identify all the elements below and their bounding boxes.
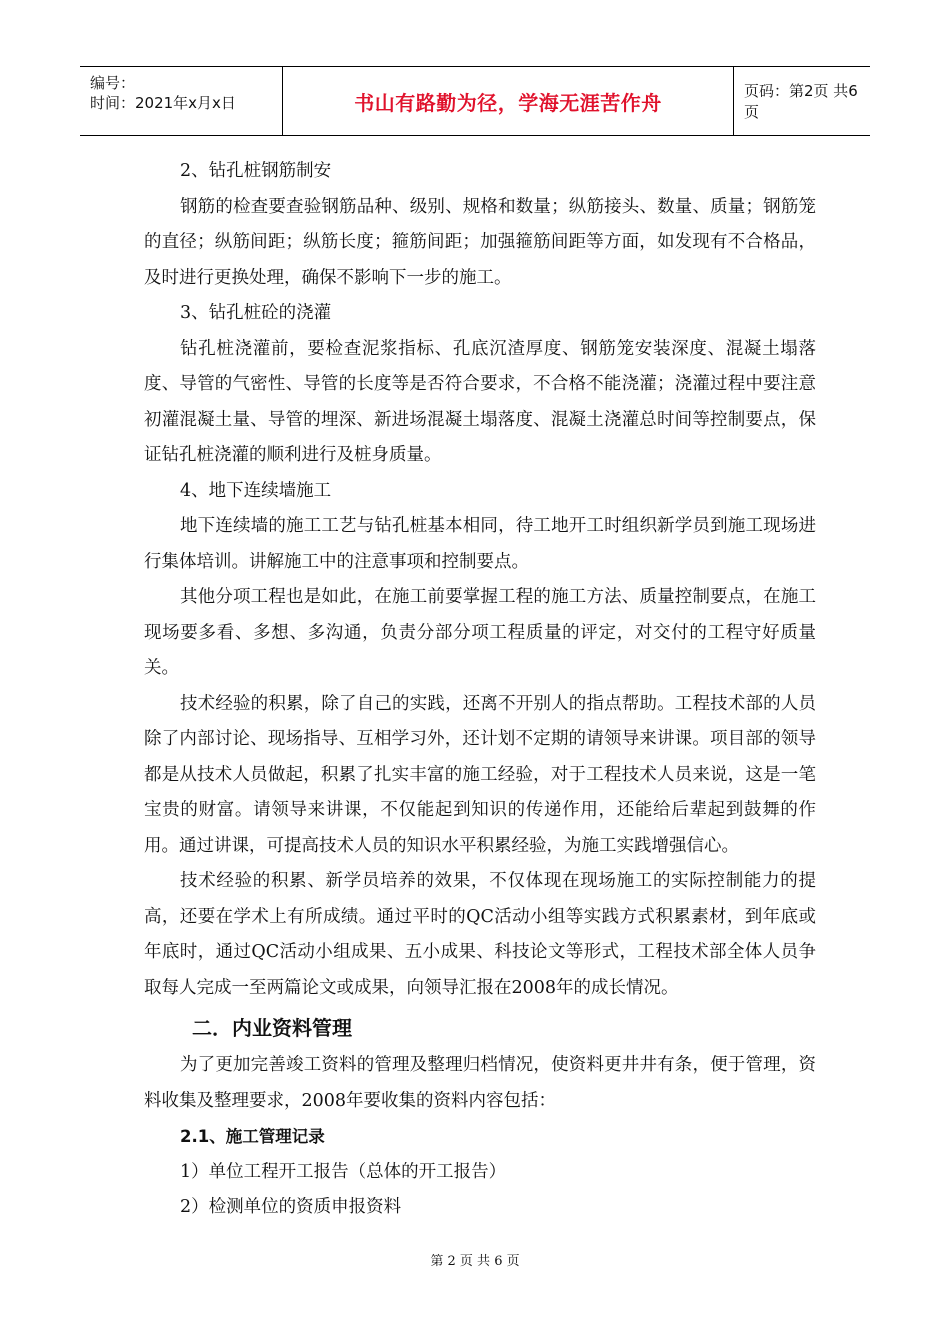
header-page-info: 页码：第2页 共6页 <box>744 82 858 121</box>
paragraph-other-works: 其他分项工程也是如此，在施工前要掌握工程的施工方法、质量控制要点，在施工现场要多看、多想、多沟通，负责分部分项工程质量的评定，对交付的工程守好质量关。 <box>144 587 816 678</box>
page-header <box>80 66 870 136</box>
paragraph-rebar: 钢筋的检查要查验钢筋品种、级别、规格和数量；纵筋接头、数量、质量；钢筋笼的直径；纵筋间距；纵筋长度；箍筋间距；加强箍筋间距等方面，如发现有不合格品，及时进行更换处理，确保不影响下一步的施工。 <box>144 196 816 288</box>
paragraph-records-intro: 为了更加完善竣工资料的管理及整理归档情况，使资料更井井有条，便于管理，资料收集及整理要求，2008年要收集的资料内容包括： <box>144 1055 816 1111</box>
section-heading-diaphragm-wall: 4、地下连续墙施工 <box>180 480 332 501</box>
section-heading-rebar: 2、钻孔桩钢筋制安 <box>180 161 332 181</box>
paragraph-tech-experience-2: 技术经验的积累、新学员培养的效果，不仅体现在现场施工的实际控制能力的提高，还要在学术上有所成绩。通过平时的QC活动小组等实践方式积累素材，到年底或年底时，通过QC活动小组成果、五小成果、科技论文等形式，工程技术部全体人员争取每人完成一至两篇论文或成果，向领导汇报在2008年的成长情况。 <box>144 871 816 998</box>
subsection-heading-construction-records: 2.1、施工管理记录 <box>180 1127 325 1146</box>
chapter-heading-records: 二．内业资料管理 <box>192 1016 352 1040</box>
document-body <box>144 154 816 1226</box>
header-meta <box>80 67 283 135</box>
paragraph-concrete: 钻孔桩浇灌前，要检查泥浆指标、孔底沉渣厚度、钢筋笼安装深度、混凝土塌落度、导管的气密性、导管的长度等是否符合要求，不合格不能浇灌；浇灌过程中要注意初灌混凝土量、导管的埋深、新进场混凝土塌落度、混凝土浇灌总时间等控制要点，保证钻孔桩浇灌的顺利进行及桩身质量。 <box>144 338 816 465</box>
section-heading-concrete: 3、钻孔桩砼的浇灌 <box>180 303 332 323</box>
list-item: 1）单位工程开工报告（总体的开工报告） <box>180 1161 507 1182</box>
document-date: 时间：2021年x月x日 <box>90 94 236 112</box>
paragraph-diaphragm-wall: 地下连续墙的施工工艺与钻孔桩基本相同，待工地开工时组织新学员到施工现场进行集体培训。讲解施工中的注意事项和控制要点。 <box>144 516 816 572</box>
paragraph-tech-experience-1: 技术经验的积累，除了自己的实践，还离不开别人的指点帮助。工程技术部的人员除了内部讨论、现场指导、互相学习外，还计划不定期的请领导来讲课。项目部的领导都是从技术人员做起，积累了扎实丰富的施工经验，对于工程技术人员来说，这是一笔宝贵的财富。请领导来讲课，不仅能起到知识的传递作用，还能给后辈起到鼓舞的作用。通过讲课，可提高技术人员的知识水平积累经验，为施工实践增强信心。 <box>144 693 816 856</box>
list-item: 2）检测单位的资质申报资料 <box>180 1197 402 1217</box>
document-number-label: 编号： <box>90 74 136 92</box>
page-footer-number: 第 2 页 共 6 页 <box>430 1254 520 1269</box>
header-motto: 书山有路勤为径，学海无涯苦作舟 <box>283 67 734 135</box>
